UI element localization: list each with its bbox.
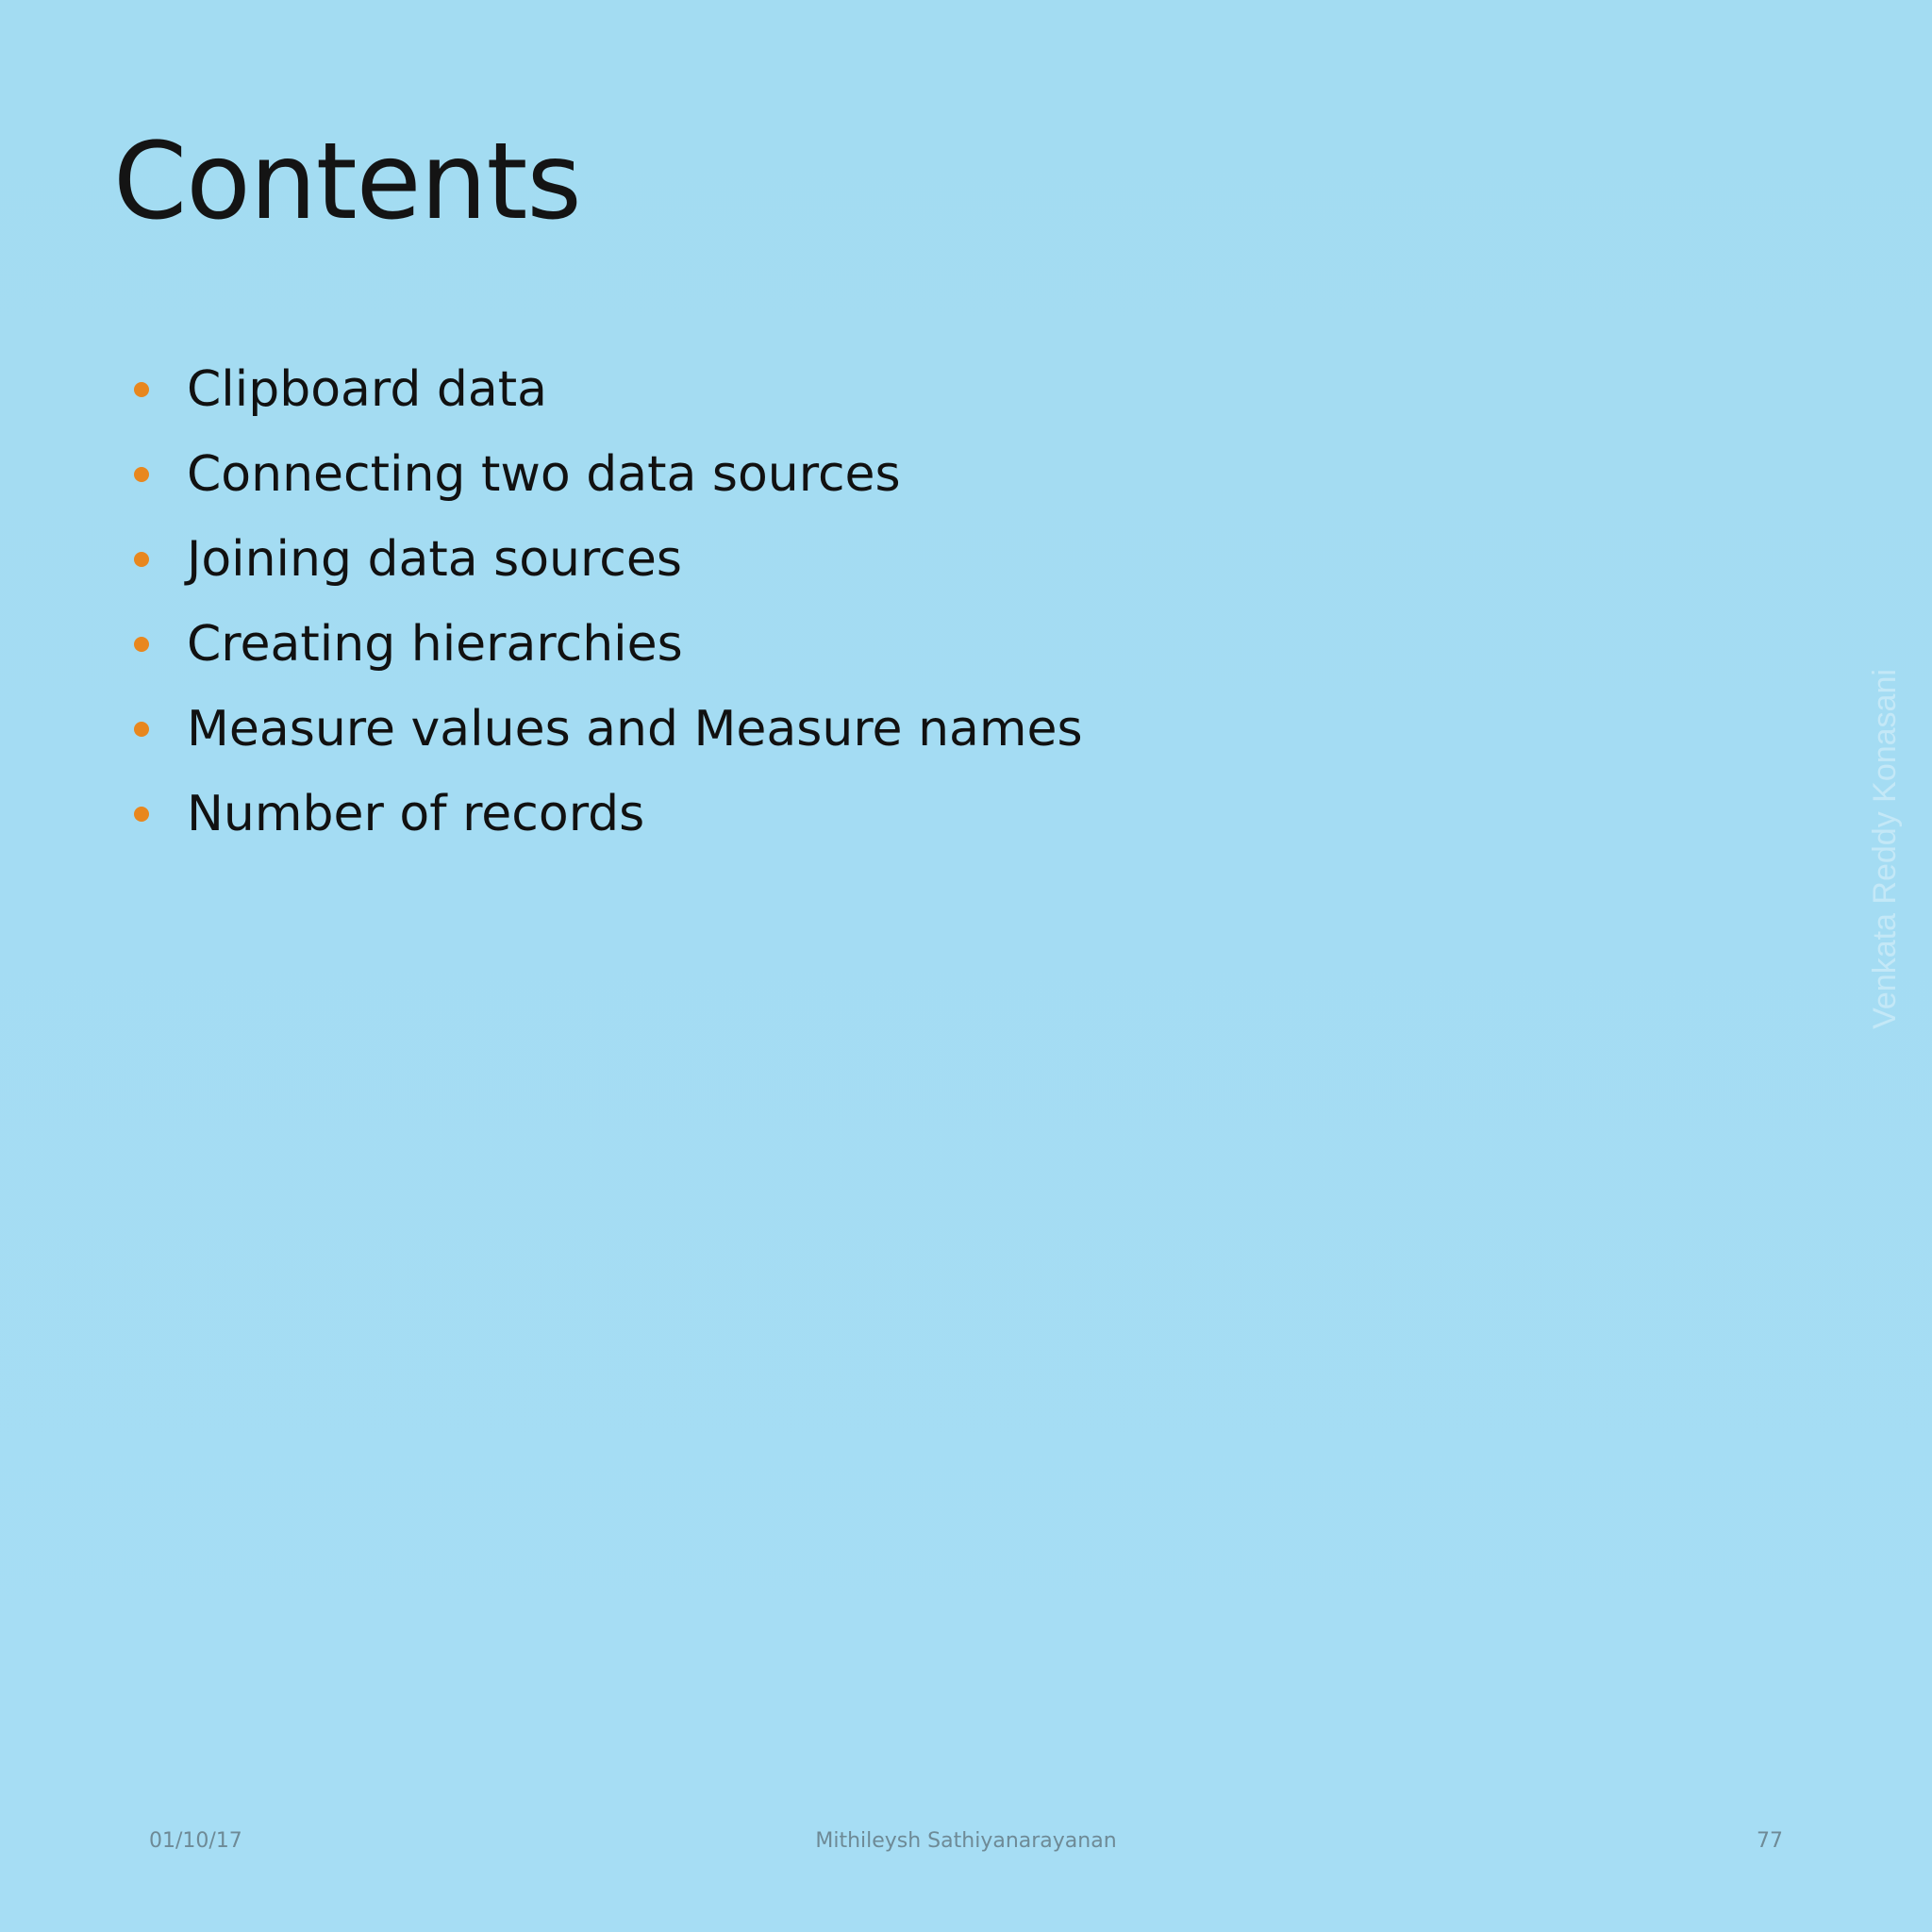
bullet-list — [134, 347, 1083, 857]
bullet-dot-icon — [134, 552, 149, 567]
list-item — [134, 517, 1083, 602]
footer-page-number: 77 — [1757, 1829, 1783, 1853]
footer-date: 01/10/17 — [149, 1829, 242, 1853]
bullet-text: Measure values and Measure names — [187, 701, 1083, 758]
list-item — [134, 687, 1083, 772]
list-item — [134, 347, 1083, 432]
list-item — [134, 772, 1083, 857]
bullet-text: Connecting two data sources — [187, 446, 901, 503]
bullet-text: Joining data sources — [187, 531, 682, 588]
bullet-text: Creating hierarchies — [187, 616, 683, 673]
list-item — [134, 602, 1083, 687]
bullet-dot-icon — [134, 807, 149, 822]
footer-author: Mithileysh Sathiyanarayanan — [815, 1829, 1117, 1853]
bullet-dot-icon — [134, 637, 149, 652]
watermark-text: Venkata Reddy Konasani — [1867, 669, 1903, 1029]
slide-title: Contents — [113, 121, 581, 243]
bullet-dot-icon — [134, 382, 149, 397]
bullet-dot-icon — [134, 722, 149, 737]
list-item — [134, 432, 1083, 517]
bullet-text: Clipboard data — [187, 361, 548, 418]
bullet-text: Number of records — [187, 786, 645, 842]
bullet-dot-icon — [134, 467, 149, 482]
